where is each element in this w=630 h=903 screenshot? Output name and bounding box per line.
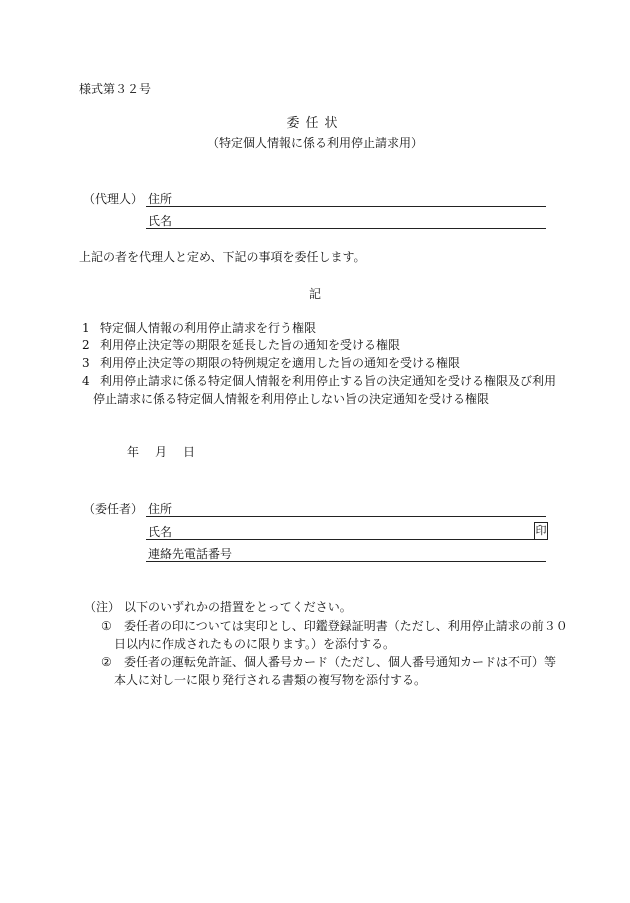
list-item-text: 特定個人情報の利用停止請求を行う権限 <box>100 321 317 335</box>
note-text: 委任者の印については実印とし、印鑑登録証明書（ただし、利用停止請求の前３０ <box>124 619 568 633</box>
note-text-continued: 本人に対し一に限り発行される書類の複写物を添付する。 <box>114 673 427 687</box>
principal-address-field[interactable] <box>146 516 546 517</box>
principal-name-label: 氏名 <box>148 525 173 539</box>
principal-address-label: 住所 <box>148 502 173 516</box>
intro-text: 上記の者を代理人と定め、下記の事項を委任します。 <box>79 250 366 264</box>
note-text: 委任者の運転免許証、個人番号カード（ただし、個人番号通知カードは不可）等 <box>124 655 557 669</box>
list-item-number: 3 <box>82 356 90 370</box>
note-text-continued: 日以内に作成されたものに限ります。）を添付する。 <box>114 637 396 651</box>
principal-phone-label: 連絡先電話番号 <box>148 547 233 561</box>
date-field[interactable]: 年 月 日 <box>127 445 198 459</box>
list-item-number: 4 <box>82 374 90 388</box>
form-number: 様式第３２号 <box>79 82 152 96</box>
principal-label: （委任者） <box>83 502 144 516</box>
agent-label: （代理人） <box>83 192 144 206</box>
principal-phone-field[interactable] <box>146 561 546 562</box>
ki-label: 記 <box>308 287 321 301</box>
agent-address-label: 住所 <box>148 192 173 206</box>
seal-box[interactable]: 印 <box>534 522 548 540</box>
list-item-text: 利用停止請求に係る特定個人情報を利用停止する旨の決定通知を受ける権限及び利用 <box>100 374 557 388</box>
list-item-text: 利用停止決定等の期限を延長した旨の通知を受ける権限 <box>100 338 401 352</box>
agent-name-label: 氏名 <box>148 214 173 228</box>
list-item-number: 1 <box>82 321 90 335</box>
agent-address-field[interactable] <box>146 206 546 207</box>
notes-label: （注） <box>84 600 121 614</box>
document-subtitle: （特定個人情報に係る利用停止請求用） <box>206 136 423 150</box>
notes-intro: 以下のいずれかの措置をとってください。 <box>124 600 352 614</box>
list-item-number: 2 <box>82 338 90 352</box>
principal-name-field[interactable] <box>146 539 546 540</box>
note-number: ② <box>101 655 112 669</box>
list-item-text-continued: 停止請求に係る特定個人情報を利用停止しない旨の決定通知を受ける権限 <box>93 392 490 406</box>
document-title: 委任状 <box>286 116 344 131</box>
list-item-text: 利用停止決定等の期限の特例規定を適用した旨の通知を受ける権限 <box>100 356 461 370</box>
note-number: ① <box>101 619 112 633</box>
agent-name-field[interactable] <box>146 228 546 229</box>
